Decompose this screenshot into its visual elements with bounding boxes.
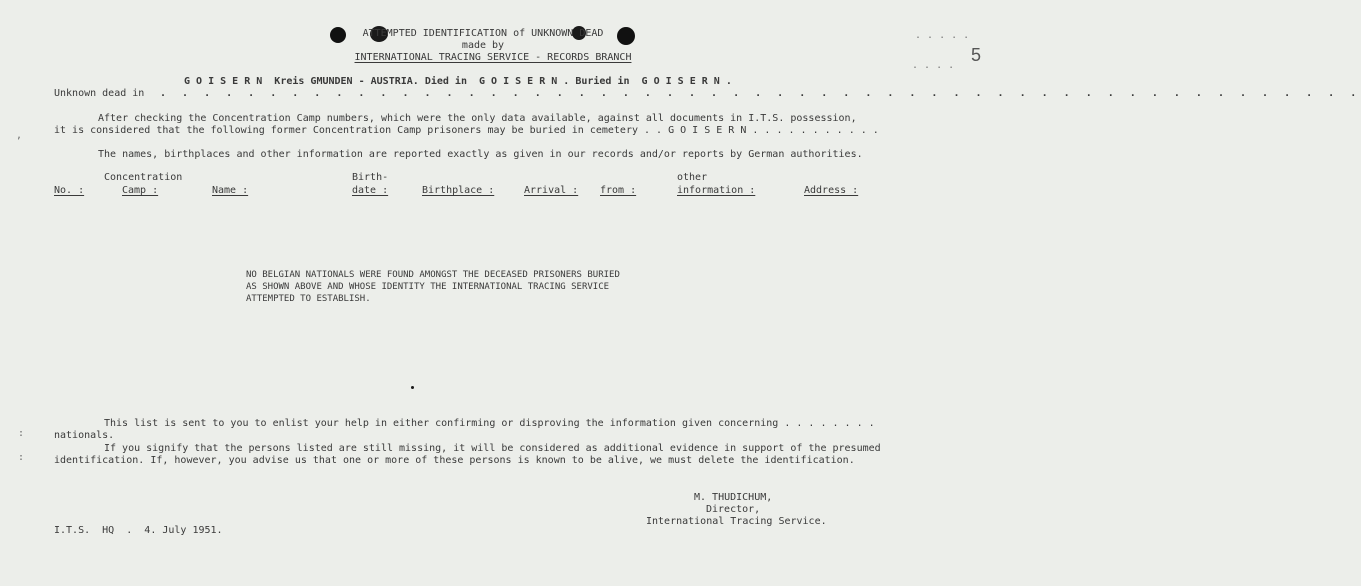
location-label: Unknown dead in [54, 88, 145, 99]
intro-line-1: After checking the Concentration Camp numbers, which were the only data available, against all documents in I.T.S. possession, [98, 113, 857, 124]
made-by-label: made by [461, 40, 505, 51]
col-other-top: other [677, 172, 708, 183]
organization-header: INTERNATIONAL TRACING SERVICE - RECORDS BRANCH [354, 52, 632, 63]
location-detail: G O I S E R N Kreis GMUNDEN - AUSTRIA. Died in G O I S E R N . Buried in G O I S E R N . [184, 76, 732, 87]
signature-org: International Tracing Service. [646, 516, 827, 527]
location-leader: . . . . . . . . . . . . . . . . . . . . . . . . . . . . . . . . . . . . . . . . . . . . . . . . . . . . . . . [160, 88, 1361, 99]
signature-title: Director, [706, 504, 761, 515]
margin-mark: , [16, 130, 23, 141]
document-title: ATTEMPTED IDENTIFICATION of UNKNOWN DEAD [362, 28, 604, 39]
margin-mark: : [18, 452, 25, 463]
corner-dots: . . . . [912, 60, 955, 71]
col-no: No. : [54, 185, 85, 196]
page-number: 5 [971, 45, 982, 65]
col-camp-top: Concentration [104, 172, 183, 183]
col-address: Address : [804, 185, 859, 196]
closing-line-4: identification. If, however, you advise us that one or more of these persons is known to be alive, we must delete the identification. [54, 455, 855, 466]
intro-line-2: it is considered that the following former Concentration Camp prisoners may be buried in cemetery . . G O I S E R N . . . . . . . . . . . [54, 125, 879, 136]
stray-mark [411, 386, 414, 389]
closing-line-1: This list is sent to you to enlist your help in either confirming or disproving the information given concerning . . . . . . . . [104, 418, 875, 429]
col-birthdate: date : [352, 185, 389, 196]
closing-line-3: If you signify that the persons listed are still missing, it will be considered as additional evidence in support of the presumed [104, 443, 881, 454]
corner-dots: . . . . . [915, 30, 970, 41]
col-name: Name : [212, 185, 249, 196]
notice-line-3: ATTEMPTED TO ESTABLISH. [246, 294, 371, 304]
col-birthplace: Birthplace : [422, 185, 495, 196]
col-from: from : [600, 185, 637, 196]
col-camp: Camp : [122, 185, 159, 196]
col-arrival: Arrival : [524, 185, 579, 196]
notice-line-1: NO BELGIAN NATIONALS WERE FOUND AMONGST THE DECEASED PRISONERS BURIED [246, 270, 620, 280]
intro-line-3: The names, birthplaces and other information are reported exactly as given in our records and/or reports by German authorities. [98, 149, 863, 160]
margin-mark: : [18, 428, 25, 439]
closing-line-2: nationals. [54, 430, 115, 441]
col-information: information : [677, 185, 756, 196]
footer-reference: I.T.S. HQ . 4. July 1951. [54, 525, 223, 536]
notice-line-2: AS SHOWN ABOVE AND WHOSE IDENTITY THE INTERNATIONAL TRACING SERVICE [246, 282, 610, 292]
signature-name: M. THUDICHUM, [694, 492, 773, 503]
col-birth-top: Birth- [352, 172, 389, 183]
